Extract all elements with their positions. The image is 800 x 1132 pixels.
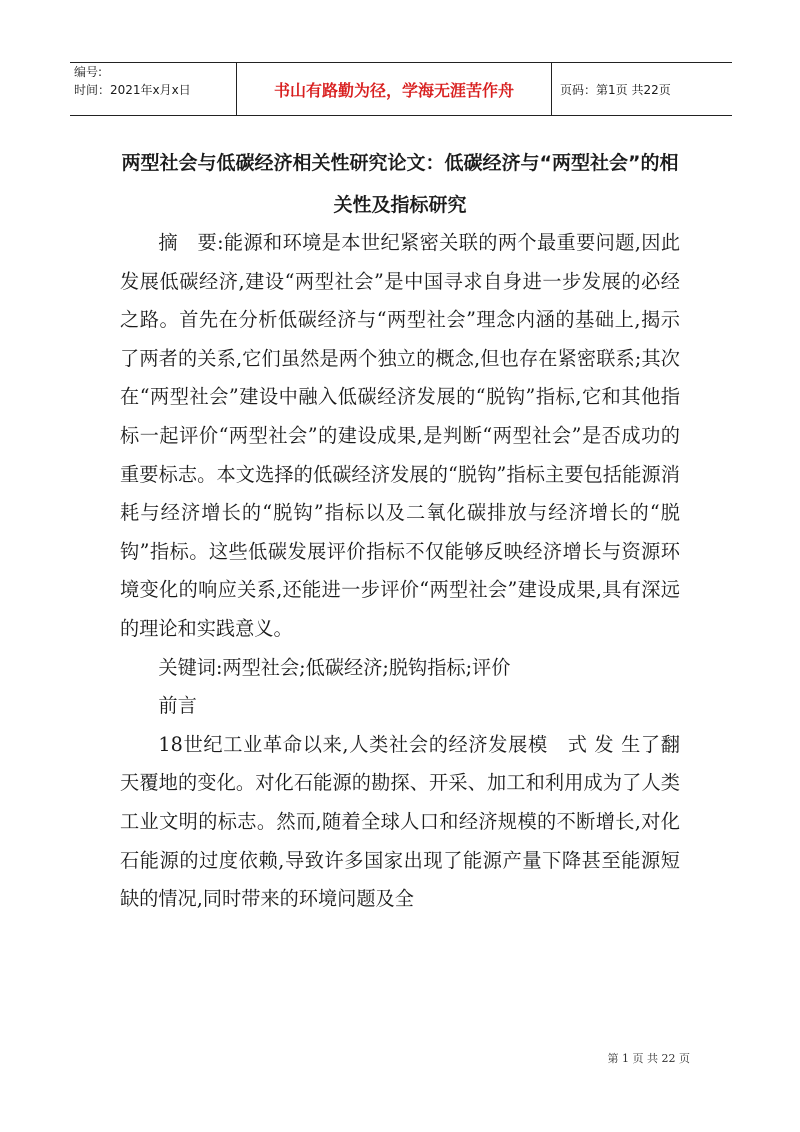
header-motto: 书山有路勤为径，学海无涯苦作舟 xyxy=(273,80,514,100)
time-label: 时间：2021年x月x日 xyxy=(74,83,191,97)
serial-label: 编号: xyxy=(74,65,103,79)
intro-paragraph: 18世纪工业革命以来,人类社会的经济发展模 式 发 生了翻天覆地的变化。对化石能源的勘探、开采、加工和利用成为了人类工业文明的标志。然而,随着全球人口和经济规模的不断增长,对化石能源的过度依赖,导致许多国家出现了能源产量下降甚至能源短缺的情况,同时带来的环境问题及全 xyxy=(120,732,680,911)
header-meta xyxy=(70,63,236,115)
header-page-info-cell xyxy=(552,63,732,115)
header-page-info: 页码：第1页 共22页 xyxy=(560,82,671,97)
header-motto-cell xyxy=(236,63,552,115)
page-header xyxy=(70,62,732,116)
keywords-paragraph: 关键词:两型社会;低碳经济;脱钩指标;评价 xyxy=(158,655,511,679)
document-body xyxy=(120,224,680,919)
document-title: 两型社会与低碳经济相关性研究论文：低碳经济与“两型社会”的相关性及指标研究 xyxy=(121,152,679,216)
abstract-paragraph: 摘 要:能源和环境是本世纪紧密关联的两个最重要问题,因此发展低碳经济,建设“两型社会”是中国寻求自身进一步发展的必经之路。首先在分析低碳经济与“两型社会”理念内涵的基础上,揭示了两者的关系,它们虽然是两个独立的概念,但也存在紧密联系;其次在“两型社会”建设中融入低碳经济发展的“脱钩”指标,它和其他指标一起评价“两型社会”的建设成果,是判断“两型社会”是否成功的重要标志。本文选择的低碳经济发展的“脱钩”指标主要包括能源消耗与经济增长的“脱钩”指标以及二氧化碳排放与经济增长的“脱钩”指标。这些低碳发展评价指标不仅能够反映经济增长与资源环境变化的响应关系,还能进一步评价“两型社会”建设成果,具有深远的理论和实践意义。 xyxy=(120,231,680,640)
section-heading: 前言 xyxy=(158,694,197,718)
page-footer: 第 1 页 共 22 页 xyxy=(607,1052,690,1065)
